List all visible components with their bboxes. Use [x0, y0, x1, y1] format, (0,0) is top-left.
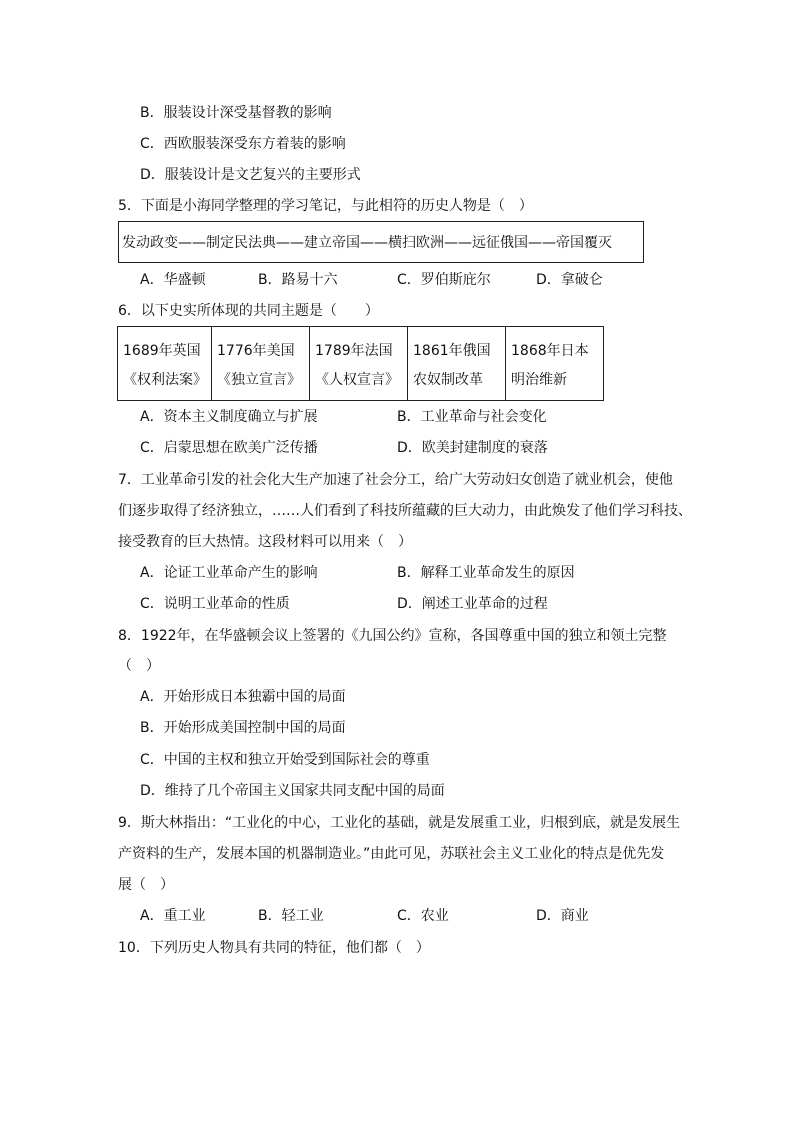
q6-facts-table: [117, 326, 604, 401]
q9-option-d: D．商业: [536, 908, 589, 924]
q6-fact-event: 农奴制改革: [413, 372, 483, 388]
q6-fact-cell: [408, 327, 506, 400]
q5-note-box: [118, 221, 644, 263]
q7-stem-line1: 7．工业革命引发的社会化大生产加速了社会分工，给广大劳动妇女创造了就业机会，使他: [118, 472, 673, 488]
q8-option-a: A．开始形成日本独霸中国的局面: [140, 689, 346, 705]
q6-option-b: B．工业革命与社会变化: [397, 409, 547, 425]
q5-option-b: B．路易十六: [258, 272, 338, 288]
q6-fact-event: 明治维新: [511, 372, 567, 388]
q7-option-d: D．阐述工业革命的过程: [397, 596, 548, 612]
q9-stem-line3: 展（ ）: [118, 877, 174, 893]
q8-option-c: C．中国的主权和独立开始受到国际社会的尊重: [140, 752, 430, 768]
q8-stem-line2: （ ）: [118, 658, 160, 674]
q6-fact-year: 1868年日本: [511, 343, 589, 359]
q6-fact-year: 1861年俄国: [413, 343, 491, 359]
q9-option-c: C．农业: [397, 908, 449, 924]
q6-fact-event: 《独立宣言》: [217, 372, 301, 388]
q6-stem: 6．以下史实所体现的共同主题是（ ）: [118, 303, 379, 319]
q6-fact-cell: [506, 327, 603, 400]
q5-option-d: D．拿破仑: [536, 272, 603, 288]
q6-fact-year: 1776年美国: [217, 343, 295, 359]
q4-option-b: B．服装设计深受基督教的影响: [140, 105, 332, 121]
q5-option-a: A．华盛顿: [140, 272, 206, 288]
q6-option-c: C．启蒙思想在欧美广泛传播: [140, 440, 318, 456]
q9-stem-line1: 9．斯大林指出：“工业化的中心，工业化的基础，就是发展重工业，归根到底，就是发展生: [118, 815, 681, 831]
q6-fact-cell: [118, 327, 212, 400]
q7-stem-line3: 接受教育的巨大热情。这段材料可以用来（ ）: [118, 534, 412, 550]
q8-stem-line1: 8．1922年，在华盛顿会议上签署的《九国公约》宣称，各国尊重中国的独立和领土完整: [118, 628, 667, 644]
q9-option-b: B．轻工业: [258, 908, 324, 924]
q7-stem-line2: 们逐步取得了经济独立，……人们看到了科技所蕴藏的巨大动力，由此焕发了他们学习科技、: [118, 503, 692, 519]
q6-fact-year: 1689年英国: [123, 343, 201, 359]
q7-option-a: A．论证工业革命产生的影响: [140, 565, 318, 581]
q4-option-d: D．服装设计是文艺复兴的主要形式: [140, 167, 361, 183]
q6-option-d: D．欧美封建制度的衰落: [397, 440, 548, 456]
q7-option-b: B．解释工业革命发生的原因: [397, 565, 575, 581]
q10-stem: 10．下列历史人物具有共同的特征，他们都（ ）: [118, 940, 430, 956]
q6-fact-cell: [310, 327, 408, 400]
q6-option-a: A．资本主义制度确立与扩展: [140, 409, 318, 425]
q7-option-c: C．说明工业革命的性质: [140, 596, 290, 612]
q9-option-a: A．重工业: [140, 908, 206, 924]
q9-stem-line2: 产资料的生产，发展本国的机器制造业。”由此可见，苏联社会主义工业化的特点是优先发: [118, 846, 665, 862]
q5-stem: 5．下面是小海同学整理的学习笔记，与此相符的历史人物是（ ）: [118, 198, 533, 214]
q5-option-c: C．罗伯斯庇尔: [397, 272, 491, 288]
q8-option-b: B．开始形成美国控制中国的局面: [140, 720, 346, 736]
q5-note-text: 发动政变——制定民法典——建立帝国——横扫欧洲——远征俄国——帝国覆灭: [122, 235, 612, 251]
q6-fact-cell: [212, 327, 310, 400]
q6-fact-event: 《人权宣言》: [315, 372, 399, 388]
q6-fact-year: 1789年法国: [315, 343, 393, 359]
q8-option-d: D．维持了几个帝国主义国家共同支配中国的局面: [140, 783, 445, 799]
q4-option-c: C．西欧服装深受东方着装的影响: [140, 136, 346, 152]
q6-fact-event: 《权利法案》: [123, 372, 207, 388]
